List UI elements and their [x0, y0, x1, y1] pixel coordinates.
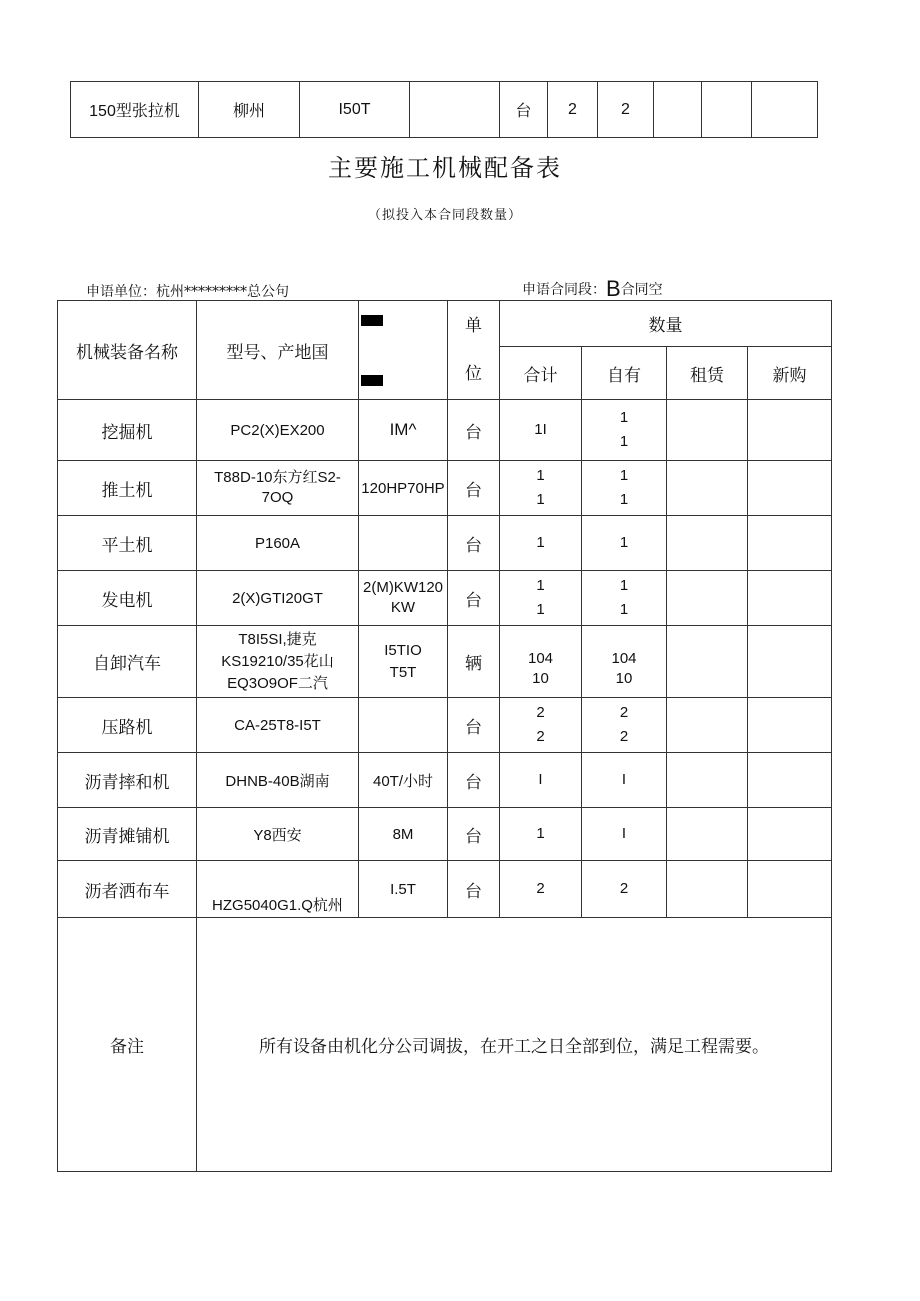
row-total — [500, 808, 582, 861]
row-own-value: 1 — [619, 577, 629, 594]
row-unit: 台 — [448, 861, 500, 918]
row-own — [582, 861, 667, 918]
row-own-value: 2 — [619, 728, 629, 745]
row-own — [582, 461, 667, 516]
row-spec: I5TIOT5T — [359, 626, 448, 698]
row-total-value: 2 — [536, 728, 545, 745]
row-own-value: 2 — [619, 880, 629, 897]
row-name: 沥青摊铺机 — [58, 808, 197, 861]
page-subtitle: （拟投入本合同段数量） — [367, 208, 522, 223]
row-total-value: 2 — [536, 880, 545, 897]
row-total-value: 1 — [536, 577, 545, 594]
row-model: DHNB-40B湖南 — [197, 753, 359, 808]
strip-origin: 柳州 — [199, 82, 300, 138]
row-total — [500, 861, 582, 918]
row-total-value: 1I — [534, 421, 547, 438]
table-row — [58, 698, 832, 753]
row-model: CA-25T8-I5T — [197, 698, 359, 753]
table-row — [58, 516, 832, 571]
row-own-value: 2 — [619, 704, 629, 721]
table-row — [58, 808, 832, 861]
row-name: 推土机 — [58, 461, 197, 516]
section-label: 申语合同段： — [522, 282, 606, 298]
row-total-value: 1 — [536, 534, 545, 551]
row-model: T8I5SI,捷克KS19210/35花山EQ3O9OF二汽 — [197, 626, 359, 698]
row-rent — [667, 698, 748, 753]
row-name: 自卸汽车 — [58, 626, 197, 698]
row-name: 沥青摔和机 — [58, 753, 197, 808]
row-unit: 台 — [448, 571, 500, 626]
strip-empty — [410, 82, 500, 138]
table-row — [58, 626, 832, 698]
row-own-value: 1 — [619, 467, 629, 484]
row-name: 平土机 — [58, 516, 197, 571]
section-letter: B — [606, 276, 621, 301]
row-total — [500, 753, 582, 808]
row-own — [582, 698, 667, 753]
table-row — [58, 861, 832, 918]
row-unit: 台 — [448, 400, 500, 461]
header-name: 机械装备名称 — [58, 301, 197, 400]
table-row — [58, 400, 832, 461]
row-own-value: 1 — [619, 433, 629, 450]
row-unit: 辆 — [448, 626, 500, 698]
remark-row — [58, 918, 832, 1172]
header-model: 型号、产地国 — [197, 301, 359, 400]
row-model: T88D-10东方红S2-7OQ — [197, 461, 359, 516]
row-total-value: I — [538, 771, 543, 788]
header-unit-line2: 位 — [465, 364, 482, 384]
strip-name: 150型张拉机 — [71, 82, 199, 138]
header-total: 合计 — [500, 347, 582, 400]
row-own-value: 1 — [619, 409, 629, 426]
row-rent — [667, 571, 748, 626]
row-new — [748, 461, 832, 516]
header-unit-line1: 单 — [465, 316, 482, 336]
row-rent — [667, 626, 748, 698]
row-total-value: 10 — [532, 669, 549, 687]
row-spec: 120HP70HP — [359, 461, 448, 516]
row-spec: 8M — [359, 808, 448, 861]
row-new — [748, 400, 832, 461]
section-suffix: 合同空 — [620, 282, 663, 298]
applicant-unit: 申语单位：杭州*********总公句 — [86, 284, 289, 300]
row-rent — [667, 400, 748, 461]
row-total — [500, 461, 582, 516]
row-name: 挖掘机 — [58, 400, 197, 461]
row-model: 2(X)GTI20GT — [197, 571, 359, 626]
row-spec: 2(M)KW120KW — [359, 571, 448, 626]
row-own-value: 1 — [619, 534, 629, 551]
row-new — [748, 808, 832, 861]
row-spec: I.5T — [359, 861, 448, 918]
redaction-mark — [361, 375, 383, 386]
row-own-value: 10 — [615, 669, 633, 687]
row-rent — [667, 461, 748, 516]
row-unit: 台 — [448, 808, 500, 861]
row-unit: 台 — [448, 698, 500, 753]
table-row — [58, 461, 832, 516]
row-rent — [667, 753, 748, 808]
row-name: 沥者洒布车 — [58, 861, 197, 918]
strip-unit: 台 — [500, 82, 548, 138]
row-total-value: 1 — [536, 467, 545, 484]
previous-table-row — [70, 81, 818, 138]
row-new — [748, 861, 832, 918]
table-row — [58, 753, 832, 808]
header-rent: 租赁 — [667, 347, 748, 400]
strip-own: 2 — [598, 82, 654, 138]
remark-text: 所有设备由机化分公司调拔，在开工之日全部到位，满足工程需要。 — [197, 918, 832, 1172]
row-spec — [359, 698, 448, 753]
row-model: PC2(X)EX200 — [197, 400, 359, 461]
row-unit: 台 — [448, 753, 500, 808]
row-spec: 40T/小时 — [359, 753, 448, 808]
row-own — [582, 626, 667, 698]
row-model: P160A — [197, 516, 359, 571]
contract-section — [522, 276, 663, 302]
redaction-mark — [361, 315, 383, 326]
row-own — [582, 753, 667, 808]
row-total-value: 104 — [527, 649, 554, 667]
row-own-value: 1 — [619, 491, 629, 508]
header-own: 自有 — [582, 347, 667, 400]
row-spec: IM^ — [359, 400, 448, 461]
row-total-value: 1 — [536, 825, 545, 842]
row-spec — [359, 516, 448, 571]
row-own-value: 1 — [619, 601, 629, 618]
row-unit: 台 — [448, 461, 500, 516]
row-total — [500, 698, 582, 753]
row-total-value: 1 — [536, 601, 545, 618]
row-name: 压路机 — [58, 698, 197, 753]
row-model: Y8西安 — [197, 808, 359, 861]
table-row — [58, 571, 832, 626]
header-quantity: 数量 — [500, 301, 832, 347]
row-name: 发电机 — [58, 571, 197, 626]
row-total — [500, 626, 582, 698]
strip-empty — [654, 82, 702, 138]
row-own — [582, 516, 667, 571]
strip-total: 2 — [548, 82, 598, 138]
row-total — [500, 571, 582, 626]
row-own-value: I — [621, 825, 627, 842]
row-new — [748, 753, 832, 808]
row-rent — [667, 516, 748, 571]
row-own-value: I — [621, 771, 627, 788]
strip-empty — [702, 82, 752, 138]
row-new — [748, 698, 832, 753]
row-model: HZG5040G1.Q杭州 — [197, 861, 359, 918]
header-spec — [359, 301, 448, 400]
row-own — [582, 808, 667, 861]
strip-spec: I50T — [300, 82, 410, 138]
row-rent — [667, 808, 748, 861]
strip-empty — [752, 82, 818, 138]
row-total-value: 1 — [536, 491, 545, 508]
row-total — [500, 400, 582, 461]
row-new — [748, 626, 832, 698]
equipment-table — [57, 300, 832, 1172]
page-title: 主要施工机械配备表 — [328, 154, 562, 182]
row-rent — [667, 861, 748, 918]
header-new: 新购 — [748, 347, 832, 400]
remark-label: 备注 — [58, 918, 197, 1172]
row-own — [582, 571, 667, 626]
row-unit: 台 — [448, 516, 500, 571]
header-unit — [448, 301, 500, 400]
row-new — [748, 571, 832, 626]
row-total-value: 2 — [536, 704, 545, 721]
row-own — [582, 400, 667, 461]
row-own-value: 104 — [611, 649, 637, 667]
row-total — [500, 516, 582, 571]
row-new — [748, 516, 832, 571]
